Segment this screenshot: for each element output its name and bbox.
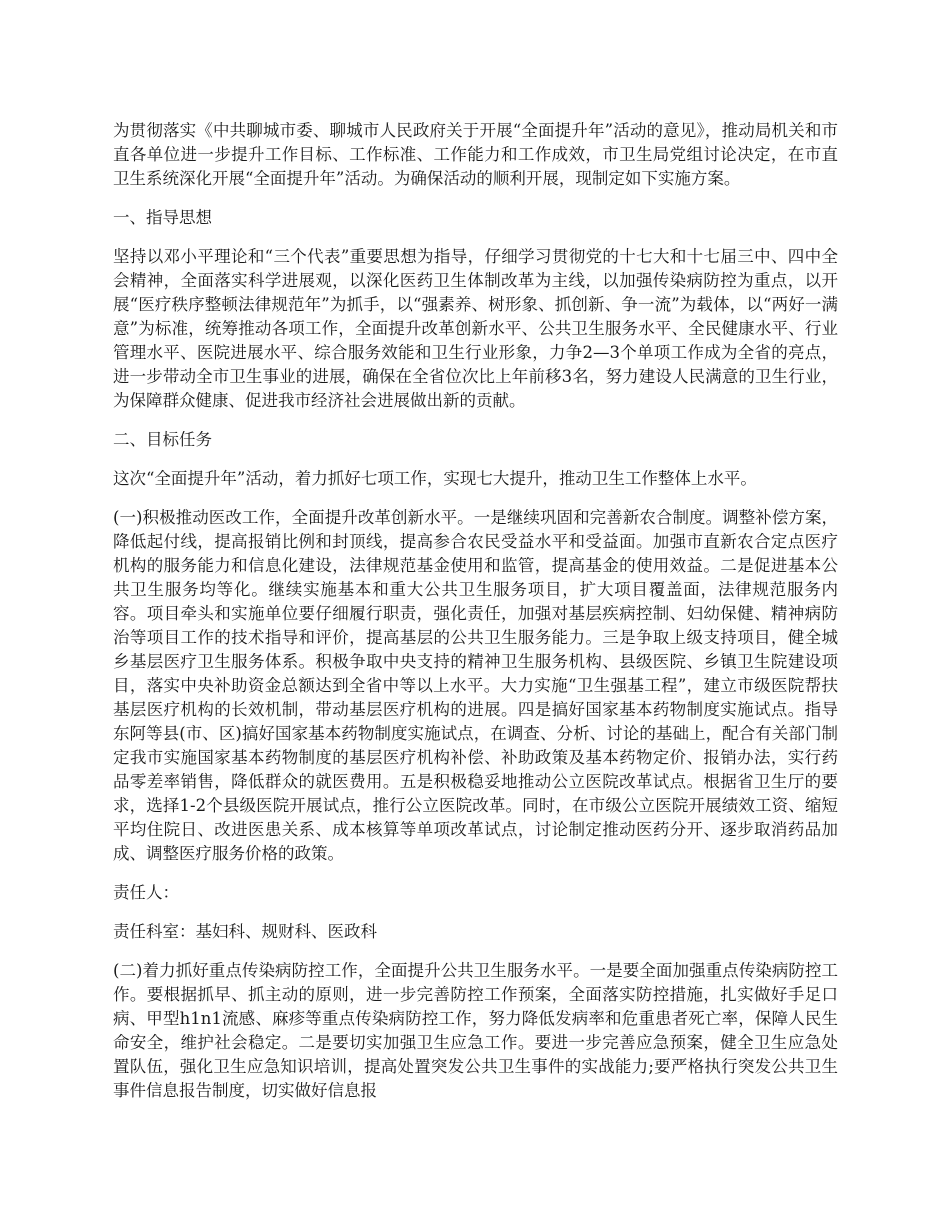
task-one-paragraph: (一)积极推动医改工作，全面提升改革创新水平。一是继续巩固和完善新农合制度。调整补偿方案，降低起付线，提高报销比例和封顶线，提高参合农民受益水平和受益面。加强市直新农合定点医疗机构的服务能力和信息化建设，法律规范基金使用和监管，提高基金的使用效益。二是促进基本公共卫生服务均等化。继续实施基本和重大公共卫生服务项目，扩大项目覆盖面，法律规范服务内容。项目牵头和实施单位要仔细履行职责，强化责任，加强对基层疾病控制、妇幼保健、精神病防治等项目工作的技术指导和评价，提高基层的公共卫生服务能力。三是争取上级支持项目，健全城乡基层医疗卫生服务体系。积极争取中央支持的精神卫生服务机构、县级医院、乡镇卫生院建设项目，落实中央补助资金总额达到全省中等以上水平。大力实施“卫生强基工程”，建立市级医院帮扶基层医疗机构的长效机制，带动基层医疗机构的进展。四是搞好国家基本药物制度实施试点。指导东阿等县(市、区)搞好国家基本药物制度实施试点，在调查、分析、讨论的基础上，配合有关部门制定我市实施国家基本药物制度的基层医疗机构补偿、补助政策及基本药物定价、报销办法，实行药品零差率销售，降低群众的就医费用。五是积极稳妥地推动公立医院改革试点。根据省卫生厅的要求，选择1-2个县级医院开展试点，推行公立医院改革。同时，在市级公立医院开展绩效工资、缩短平均住院日、改进医患关系、成本核算等单项改革试点，讨论制定推动医药分开、逐步取消药品加成、调整医疗服务价格的政策。	[113, 508, 838, 863]
responsible-person-label: 责任人：	[113, 883, 179, 902]
intro-paragraph: 为贯彻落实《中共聊城市委、聊城市人民政府关于开展“全面提升年”活动的意见》，推动局机关和市直各单位进一步提升工作目标、工作标准、工作能力和工作成效，市卫生局党组讨论决定，在市直卫生系统深化开展“全面提升年”活动。为确保活动的顺利开展，现制定如下实施方案。	[113, 121, 838, 188]
responsible-departments: 责任科室：基妇科、规财科、医政科	[113, 922, 377, 941]
guiding-ideology-paragraph: 坚持以邓小平理论和“三个代表”重要思想为指导，仔细学习贯彻党的十七大和十七届三中、四中全会精神，全面落实科学进展观，以深化医药卫生体制改革为主线，以加强传染病防控为重点，以开展“医疗秩序整顿法律规范年”为抓手，以“强素养、树形象、抓创新、争一流”为载体，以“两好一满意”为标准，统筹推动各项工作，全面提升改革创新水平、公共卫生服务水平、全民健康水平、行业管理水平、医院进展水平、综合服务效能和卫生行业形象，力争2—3个单项工作成为全省的亮点，进一步带动全市卫生事业的进展，确保在全省位次比上年前移3名，努力建设人民满意的卫生行业，为保障群众健康、促进我市经济社会进展做出新的贡献。	[113, 247, 838, 410]
document-page	[113, 119, 838, 1118]
section-heading-goals-tasks: 二、目标任务	[113, 430, 212, 449]
task-two-paragraph: (二)着力抓好重点传染病防控工作，全面提升公共卫生服务水平。一是要全面加强重点传染病防控工作。要根据抓早、抓主动的原则，进一步完善防控工作预案，全面落实防控措施，扎实做好手足口病、甲型h1n1流感、麻疹等重点传染病防控工作，努力降低发病率和危重患者死亡率，保障人民生命安全，维护社会稳定。二是要切实加强卫生应急工作。要进一步完善应急预案，健全卫生应急处置队伍，强化卫生应急知识培训，提高处置突发公共卫生事件的实战能力;要严格执行突发公共卫生事件信息报告制度，切实做好信息报	[113, 961, 838, 1100]
goals-summary-paragraph: 这次“全面提升年”活动，着力抓好七项工作，实现七大提升，推动卫生工作整体上水平。	[113, 469, 757, 488]
section-heading-guiding-ideology: 一、指导思想	[113, 208, 212, 227]
